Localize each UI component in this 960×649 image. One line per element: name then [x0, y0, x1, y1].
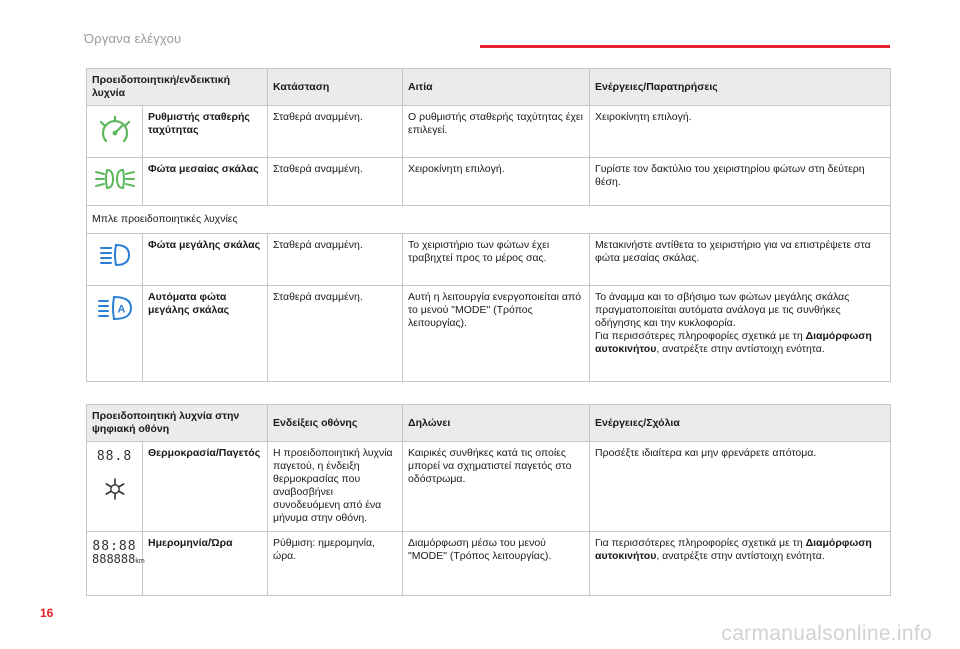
display-text: Ρύθμιση: ημερομηνία, ώρα.: [268, 532, 403, 596]
lamp-name: Φώτα μεγάλης σκάλας: [143, 234, 268, 286]
lamp-name: Αυτόματα φώτα μεγάλης σκάλας: [143, 286, 268, 382]
icon-cell: [87, 532, 143, 596]
cause-text: Αυτή η λειτουργία ενεργοποιείται από το μενού "MODE" (Τρόπος λειτουργίας).: [403, 286, 590, 382]
state-text: Σταθερά αναμμένη.: [268, 234, 403, 286]
column-header-lamp: Προειδοποιητική/ενδεικτική λυχνία: [87, 69, 268, 106]
action-text: Προσέξτε ιδιαίτερα και μην φρενάρετε απότομα.: [590, 442, 891, 532]
cause-text: Ο ρυθμιστής σταθερής ταχύτητας έχει επιλεγεί.: [403, 106, 590, 158]
icon-cell: [87, 158, 143, 206]
speed-limiter-icon: [95, 114, 135, 148]
digital-display-table: [86, 404, 891, 596]
lamp-name: Φώτα μεσαίας σκάλας: [143, 158, 268, 206]
lamp-name: Ρυθμιστής σταθερής ταχύτητας: [143, 106, 268, 158]
cause-text: Χειροκίνητη επιλογή.: [403, 158, 590, 206]
section-title: Όργανα ελέγχου: [84, 31, 182, 46]
watermark: carmanualsonline.info: [721, 622, 932, 645]
action-paragraph: Το άναμμα και το σβήσιμο των φώτων μεγάλης σκάλας πραγματοποιείται αυτόματα ανάλογα με τις συνθήκες οδήγησης και την κυκλοφορία.: [595, 291, 850, 329]
group-label: Μπλε προειδοποιητικές λυχνίες: [87, 206, 891, 234]
clock-display-icon: 88:88: [92, 539, 137, 554]
column-header-action: Ενέργειες/Παρατηρήσεις: [590, 69, 891, 106]
table-header-row: [87, 405, 891, 442]
table-row: [87, 286, 891, 382]
table-row: [87, 442, 891, 532]
action-text: Γυρίστε τον δακτύλιο του χειριστηρίου φώτων στη δεύτερη θέση.: [590, 158, 891, 206]
page-number: 16: [40, 606, 54, 620]
table-row: [87, 532, 891, 596]
state-text: Σταθερά αναμμένη.: [268, 286, 403, 382]
column-header-action: Ενέργειες/Σχόλια: [590, 405, 891, 442]
action-paragraph-suffix: , ανατρέξτε στην αντίστοιχη ενότητα.: [656, 550, 825, 562]
action-paragraph-prefix: Για περισσότερες πληροφορίες σχετικά με τη: [595, 537, 806, 549]
table-row: [87, 106, 891, 158]
column-header-state: Κατάσταση: [268, 69, 403, 106]
action-text: Χειροκίνητη επιλογή.: [590, 106, 891, 158]
display-text: Η προειδοποιητική λυχνία παγετού, η ένδειξη θερμοκρασίας που αναβοσβήνει συνοδευόμενη από ένα μήνυμα στην οθόνη.: [268, 442, 403, 532]
table-row: [87, 158, 891, 206]
vehicle-config-reference: Διαμόρφωση αυτοκινήτου: [595, 537, 872, 562]
meaning-text: Καιρικές συνθήκες κατά τις οποίες μπορεί να σχηματιστεί παγετός στο οδόστρωμα.: [403, 442, 590, 532]
state-text: Σταθερά αναμμένη.: [268, 106, 403, 158]
action-paragraph-suffix: , ανατρέξτε στην αντίστοιχη ενότητα.: [656, 343, 825, 355]
warning-lamps-table: [86, 68, 891, 382]
icon-cell: [87, 234, 143, 286]
column-header-meaning: Δηλώνει: [403, 405, 590, 442]
temperature-display-icon: 88.8: [96, 449, 133, 464]
dipped-beam-icon: [93, 166, 137, 192]
action-text: Μετακινήστε αντίθετα το χειριστήριο για να επιστρέψετε στα φώτα μεσαίας σκάλας.: [590, 234, 891, 286]
group-row: [87, 206, 891, 234]
table-header-row: [87, 69, 891, 106]
vehicle-config-reference: Διαμόρφωση αυτοκινήτου: [595, 330, 872, 355]
indicator-name: Θερμοκρασία/Παγετός: [143, 442, 268, 532]
icon-cell: [87, 442, 143, 532]
meaning-text: Διαμόρφωση μέσω του μενού "MODE" (Τρόπος λειτουργίας).: [403, 532, 590, 596]
action-text: [590, 286, 891, 382]
auto-main-beam-icon: [95, 294, 135, 322]
table-row: [87, 234, 891, 286]
icon-cell: [87, 286, 143, 382]
odometer-display-icon: 888888: [92, 552, 136, 566]
svg-text:A: A: [117, 303, 125, 316]
cause-text: Το χειριστήριο των φώτων έχει τραβηχτεί προς το μέρος σας.: [403, 234, 590, 286]
odometer-unit: km: [135, 558, 145, 565]
frost-icon: [103, 477, 127, 501]
column-header-lamp: Προειδοποιητική λυχνία στην ψηφιακή οθόνη: [87, 405, 268, 442]
indicator-name: Ημερομηνία/Ώρα: [143, 532, 268, 596]
action-text: [590, 532, 891, 596]
column-header-display: Ενδείξεις οθόνης: [268, 405, 403, 442]
main-beam-icon: [95, 242, 135, 268]
action-paragraph-prefix: Για περισσότερες πληροφορίες σχετικά με τη: [595, 330, 806, 342]
state-text: Σταθερά αναμμένη.: [268, 158, 403, 206]
column-header-cause: Αιτία: [403, 69, 590, 106]
header-accent-bar: [480, 45, 890, 48]
icon-cell: [87, 106, 143, 158]
